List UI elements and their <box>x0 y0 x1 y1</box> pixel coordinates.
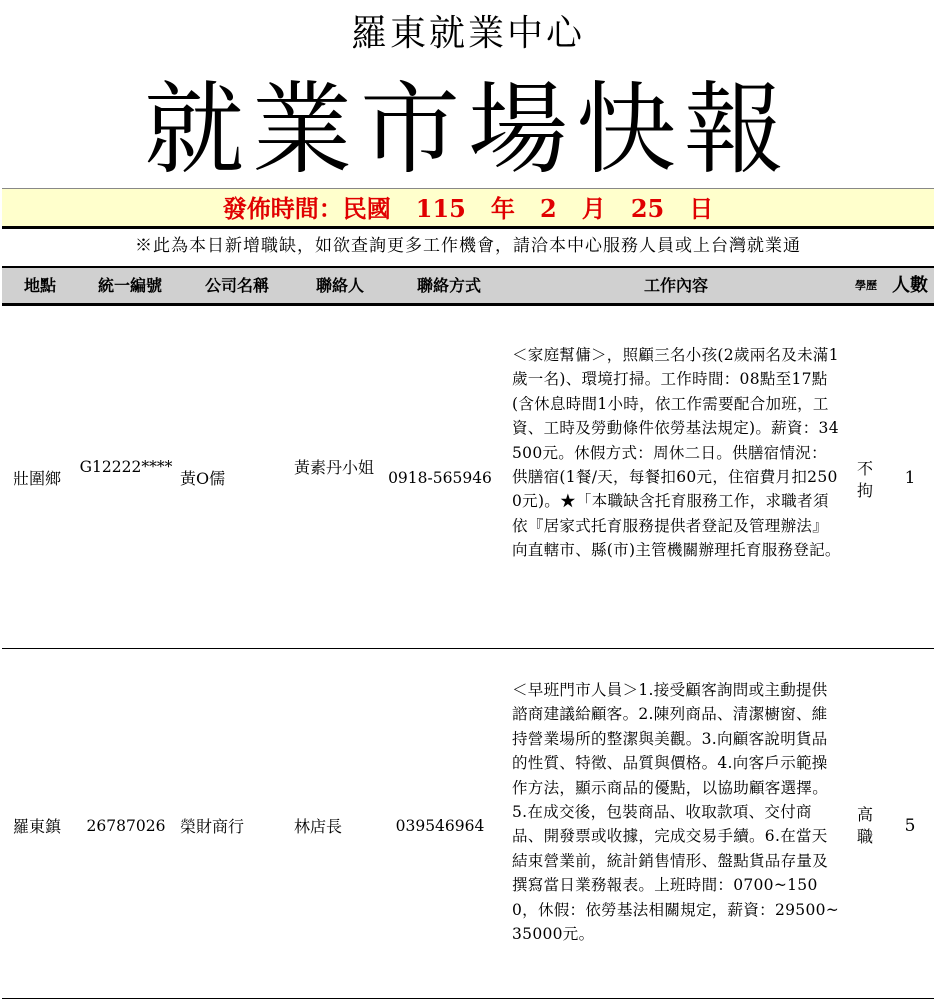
row-description: ＜家庭幫傭＞，照顧三名小孩(2歲兩名及未滿1歲一名)、環境打掃。工作時間：08點至17點(含休息時間1小時，依工作需要配合加班，工資、工時及勞動條件依勞基法規定)。薪資：34500元。休假方式：周休二日。供膳宿情況：供膳宿(1餐/天，每餐扣60元，住宿費月扣2500元)。★「本職缺含托育服務工作，求職者須依『居家式托育服務提供者登記及管理辦法』向直轄市、縣(市)主管機關辦理托育服務登記。 <box>512 346 841 560</box>
row-phone: 039546964 <box>395 817 485 835</box>
row-contact: 黃素丹小姐 <box>294 458 375 477</box>
header-company: 公司名稱 <box>204 276 269 295</box>
table-row <box>2 649 934 998</box>
row-company: 榮財商行 <box>180 817 245 836</box>
row-id: G12222**** <box>79 458 173 476</box>
page-title: 就業市場快報 <box>144 71 792 188</box>
row-education: 高職 <box>856 805 873 846</box>
table-header <box>2 266 934 306</box>
header-edu: 學歷 <box>855 279 877 292</box>
publish-date: 發佈時間：民國 115 年 2 月 25 日 <box>222 194 714 223</box>
row-location: 羅東鎮 <box>12 817 61 836</box>
row-count: 5 <box>904 816 916 836</box>
row-location: 壯圍鄉 <box>12 469 61 488</box>
header-id: 統一編號 <box>97 276 162 295</box>
notice-text: ※此為本日新增職缺，如欲查詢更多工作機會，請洽本中心服務人員或上台灣就業通 <box>135 236 801 256</box>
row-divider <box>2 998 934 999</box>
row-description: ＜早班門市人員＞1.接受顧客詢問或主動提供諮商建議給顧客。2.陳列商品、清潔櫥窗、維持營業場所的整潔與美觀。3.向顧客說明貨品的性質、特徵、品質與價格。4.向客戶示範操作方法，顯示商品的優點，以協助顧客選擇。5.在成交後，包裝商品、收取款項、交付商品、開發票或收據，完成交易手續。6.在當天結束營業前，統計銷售情形、盤點貨品存量及撰寫當日業務報表。上班時間：0700~1500，休假：依勞基法相關規定，薪資：29500~35000元。 <box>512 681 840 944</box>
row-id: 26787026 <box>86 817 166 835</box>
header-desc: 工作內容 <box>643 276 708 295</box>
org-name: 羅東就業中心 <box>350 13 585 54</box>
table-row <box>2 306 934 648</box>
header-location: 地點 <box>23 276 56 295</box>
header-count: 人數 <box>892 275 928 296</box>
date-bar <box>2 188 934 227</box>
row-phone: 0918-565946 <box>388 469 492 487</box>
row-education: 不拘 <box>856 459 873 500</box>
header-phone: 聯絡方式 <box>416 276 481 295</box>
row-contact: 林店長 <box>294 817 343 836</box>
row-company: 黃O儒 <box>180 469 226 488</box>
row-count: 1 <box>904 468 916 488</box>
divider <box>2 226 934 229</box>
header-contact: 聯絡人 <box>315 276 364 295</box>
